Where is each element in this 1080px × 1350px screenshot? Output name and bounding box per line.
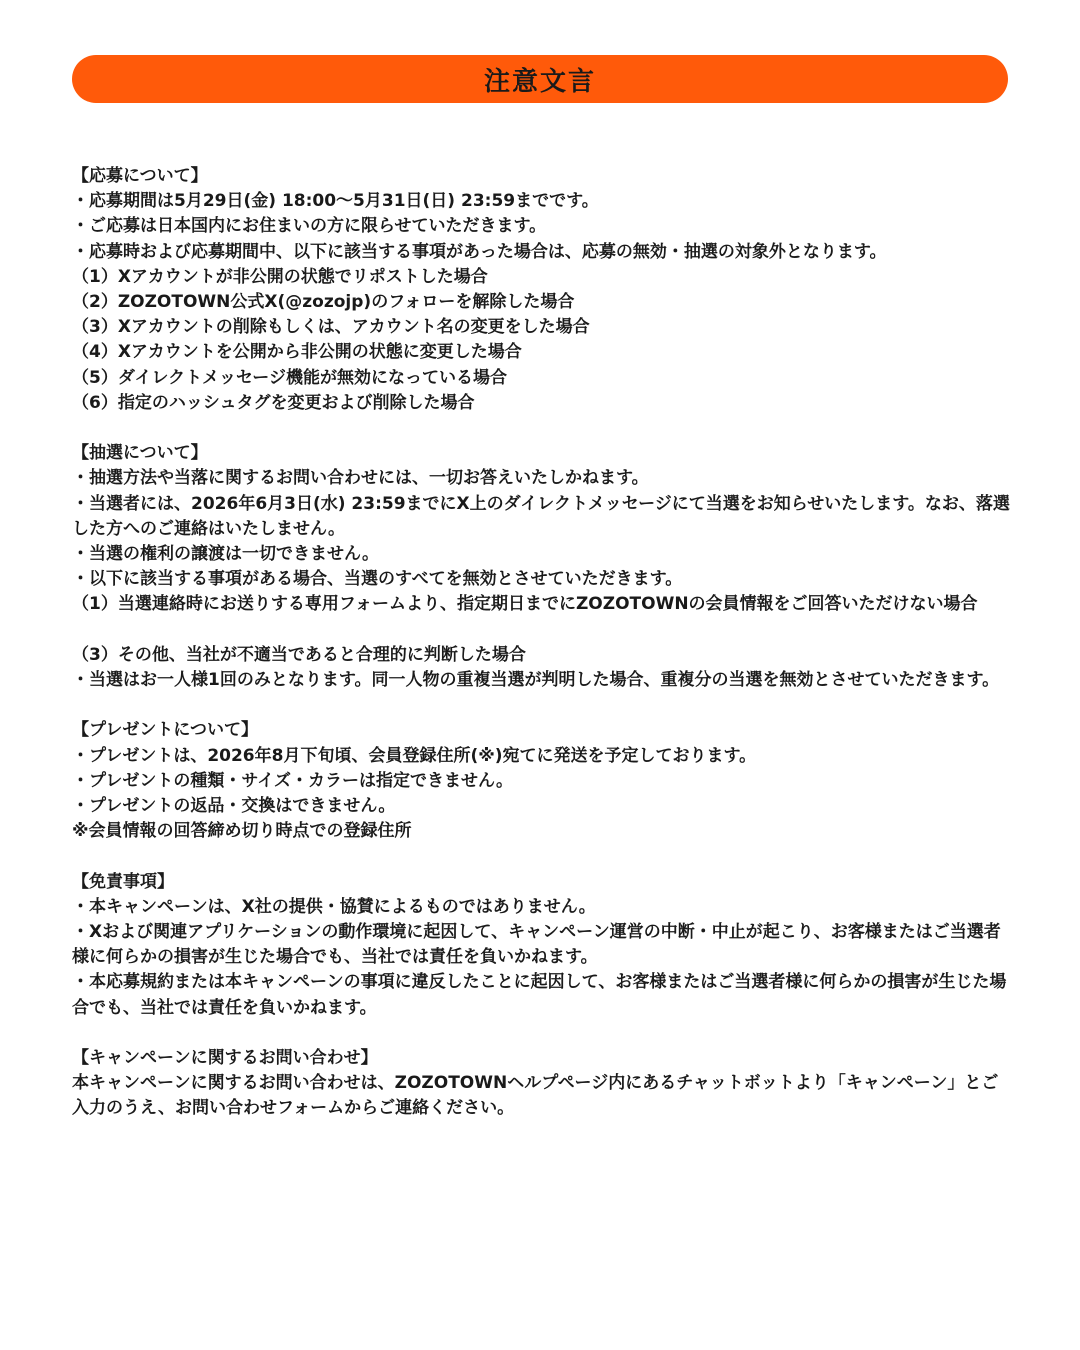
section-heading: 【プレゼントについて】	[72, 720, 258, 741]
list-item: ・プレゼントは、2026年8月下旬頃、会員登録住所(※)宛てに発送を予定しております。	[72, 745, 757, 766]
list-item: （5）ダイレクトメッセージ機能が無効になっている場合	[72, 367, 507, 388]
list-item: （2）ZOZOTOWN公式X(@zozojp)のフォローを解除した場合	[72, 292, 575, 313]
list-item: ・プレゼントの返品・交換はできません。	[72, 796, 396, 817]
header-banner	[72, 55, 1008, 103]
list-item: ・ご応募は日本国内にお住まいの方に限らせていただきます。	[72, 216, 547, 237]
section-entry	[72, 164, 1012, 416]
page-title: 注意文言	[483, 66, 596, 97]
section-heading: 【応募について】	[72, 166, 208, 186]
list-item: （4）Xアカウントを公開から非公開の状態に変更した場合	[72, 342, 522, 363]
list-item: ・本応募規約または本キャンペーンの事項に違反したことに起因して、お客様またはご当選者様に何らかの損害が生じた場合でも、当社では責任を負いかねます。	[72, 972, 1007, 1018]
list-item: （1）当選連絡時にお送りする専用フォームより、指定期日までにZOZOTOWNの会員情報をご回答いただけない場合	[72, 594, 978, 615]
list-item: （6）指定のハッシュタグを変更および削除した場合	[72, 392, 475, 413]
section-disclaimer	[72, 870, 1012, 1021]
section-lottery	[72, 441, 1012, 693]
list-item: ※会員情報の回答締め切り時点での登録住所	[72, 821, 412, 842]
list-item: ・Xおよび関連アプリケーションの動作環境に起因して、キャンペーン運営の中断・中止が起こり、お客様またはご当選者様に何らかの損害が生じた場合でも、当社では責任を負いかねます。	[72, 922, 1001, 968]
list-item: （3）その他、当社が不適当であると合理的に判断した場合	[72, 644, 526, 665]
notice-content	[72, 164, 1012, 1147]
list-item: 本キャンペーンに関するお問い合わせは、ZOZOTOWNヘルプページ内にあるチャットボットより「キャンペーン」とご入力のうえ、お問い合わせフォームからご連絡ください。	[72, 1073, 999, 1119]
list-item: ・応募時および応募期間中、以下に該当する事項があった場合は、応募の無効・抽選の対象外となります。	[72, 241, 887, 262]
list-item: （3）Xアカウントの削除もしくは、アカウント名の変更をした場合	[72, 317, 590, 338]
section-contact	[72, 1046, 1012, 1122]
list-item: ・以下に該当する事項がある場合、当選のすべてを無効とさせていただきます。	[72, 569, 683, 590]
blank-line	[72, 618, 1012, 643]
list-item: ・当選はお一人様1回のみとなります。同一人物の重複当選が判明した場合、重複分の当選を無効とさせていただきます。	[72, 670, 1000, 691]
list-item: ・当選者には、2026年6月3日(水) 23:59までにX上のダイレクトメッセージにて当選をお知らせいたします。なお、落選した方へのご連絡はいたしません。	[72, 493, 1010, 539]
section-heading: 【抽選について】	[72, 443, 208, 464]
list-item: （1）Xアカウントが非公開の状態でリポストした場合	[72, 266, 488, 287]
list-item: ・抽選方法や当落に関するお問い合わせには、一切お答えいたしかねます。	[72, 468, 649, 489]
list-item: ・本キャンペーンは、X社の提供・協賛によるものではありません。	[72, 896, 596, 917]
section-present	[72, 718, 1012, 844]
section-heading: 【免責事項】	[72, 871, 174, 892]
list-item: ・プレゼントの種類・サイズ・カラーは指定できません。	[72, 770, 513, 791]
section-heading: 【キャンペーンに関するお問い合わせ】	[72, 1048, 378, 1069]
list-item: ・応募期間は5月29日(金) 18:00～5月31日(日) 23:59までです。	[72, 191, 599, 212]
list-item: ・当選の権利の譲渡は一切できません。	[72, 544, 380, 565]
